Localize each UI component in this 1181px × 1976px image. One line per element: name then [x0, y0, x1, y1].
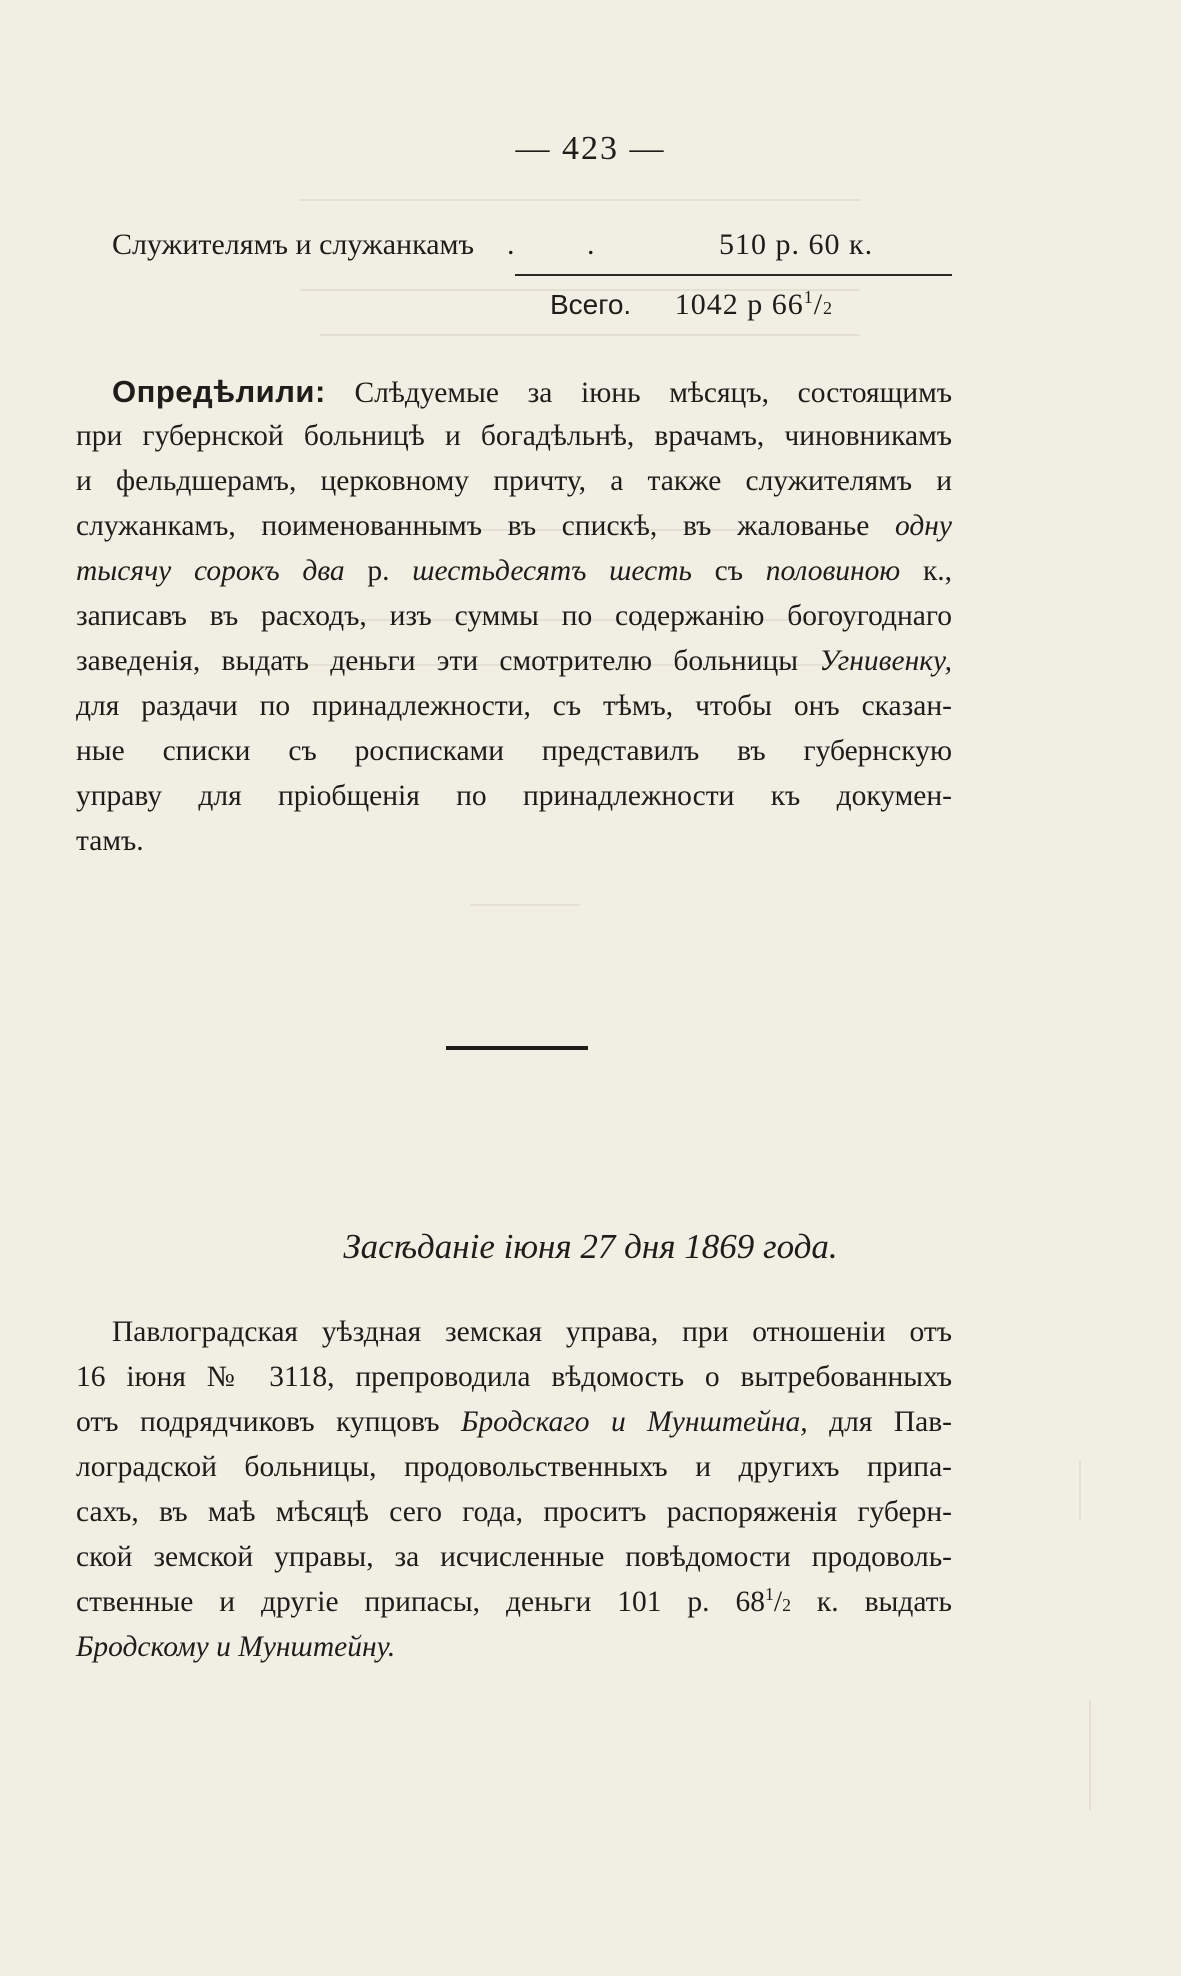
fraction-den: 2 — [782, 1595, 791, 1615]
text-line: 16 іюня № 3118, препроводила вѣдомость о вытребованныхъ — [76, 1361, 952, 1393]
text-line — [76, 549, 952, 594]
total-value-main: 1042 р 66 — [674, 288, 804, 321]
resolution-lead: Опредѣлили: — [112, 374, 326, 409]
summary-label: Служителямъ и служанкамъ — [112, 228, 475, 261]
text-span: заведенія, выдать деньги эти смотрителю больницы — [76, 645, 799, 677]
text-span: отъ подрядчиковъ купцовъ — [76, 1406, 440, 1438]
section-divider — [446, 1046, 588, 1050]
summary-dot: . — [507, 228, 515, 261]
text-line — [76, 504, 952, 549]
text-line — [76, 639, 952, 684]
text-span: для Пав- — [829, 1406, 952, 1438]
italic-span: Угнивенку, — [819, 645, 952, 677]
text-line: лоградской больницы, продовольственныхъ и другихъ припа- — [76, 1451, 952, 1483]
text-line: для раздачи по принадлежности, съ тѣмъ, чтобы онъ сказан- — [76, 690, 952, 722]
text-line: управу для пріобщенія по принадлежности къ докумен- — [76, 780, 952, 812]
text-span: р. — [367, 555, 390, 587]
text-line — [76, 1310, 952, 1355]
resolution-paragraph — [76, 369, 952, 864]
session-paragraph — [76, 1310, 952, 1670]
text-span: ственные и другіе припасы, деньги 101 р. 68 — [76, 1586, 766, 1618]
total-fraction-den: 2 — [823, 298, 834, 318]
fraction-slash: / — [773, 1586, 783, 1618]
text-span: к. выдать — [816, 1586, 953, 1618]
italic-span: тысячу сорокъ два — [76, 555, 345, 587]
italic-span: Бродскаго и Мунштейна, — [460, 1406, 808, 1438]
text-line: ской земской управы, за исчисленные повѣдомости продоволь- — [76, 1541, 952, 1573]
text-line — [76, 369, 952, 414]
text-line — [76, 1580, 952, 1625]
text-line: и фельдшерамъ, церковному причту, а также служителямъ и — [76, 465, 952, 497]
text-span: Павлоградская уѣздная земская управа, при отношеніи отъ — [112, 1316, 952, 1348]
total-row — [550, 282, 833, 327]
italic-span: одну — [894, 510, 952, 542]
session-title: Засѣданіе іюня 27 дня 1869 года. — [343, 1227, 838, 1266]
total-value — [675, 288, 833, 321]
italic-span: шестьдесятъ шесть — [412, 555, 692, 587]
fraction-num: 1 — [765, 1584, 774, 1605]
total-fraction-slash: / — [813, 288, 824, 321]
text-line: тамъ. — [76, 825, 144, 857]
summary-row — [112, 222, 952, 267]
text-line: записавъ въ расходъ, изъ суммы по содержанію богоугоднаго — [76, 600, 952, 632]
text-line — [76, 1625, 952, 1670]
text-span: съ — [714, 555, 744, 587]
total-label: Всего. — [550, 289, 632, 320]
text-line — [76, 1400, 952, 1445]
italic-span: половиною — [765, 555, 901, 587]
text-line: при губернской больницѣ и богадѣльнѣ, врачамъ, чиновникамъ — [76, 420, 952, 452]
summary-amount: 510 р. 60 к. — [719, 228, 874, 261]
italic-span: Бродскому и Мунштейну. — [76, 1631, 396, 1663]
summary-rule — [515, 274, 952, 276]
text-span: к., — [922, 555, 953, 587]
text-span: Слѣдуемые за іюнь мѣсяцъ, состоящимъ — [354, 377, 953, 409]
page-number: — 423 — — [515, 130, 666, 167]
text-span: служанкамъ, поименованнымъ въ спискѣ, въ жалованье — [76, 510, 870, 542]
text-line: сахъ, въ маѣ мѣсяцѣ сего года, проситъ распоряженія губерн- — [76, 1496, 952, 1528]
total-fraction-num: 1 — [803, 287, 814, 307]
summary-dot: . — [587, 228, 595, 261]
text-line: ные списки съ росписками представилъ въ губернскую — [76, 735, 952, 767]
